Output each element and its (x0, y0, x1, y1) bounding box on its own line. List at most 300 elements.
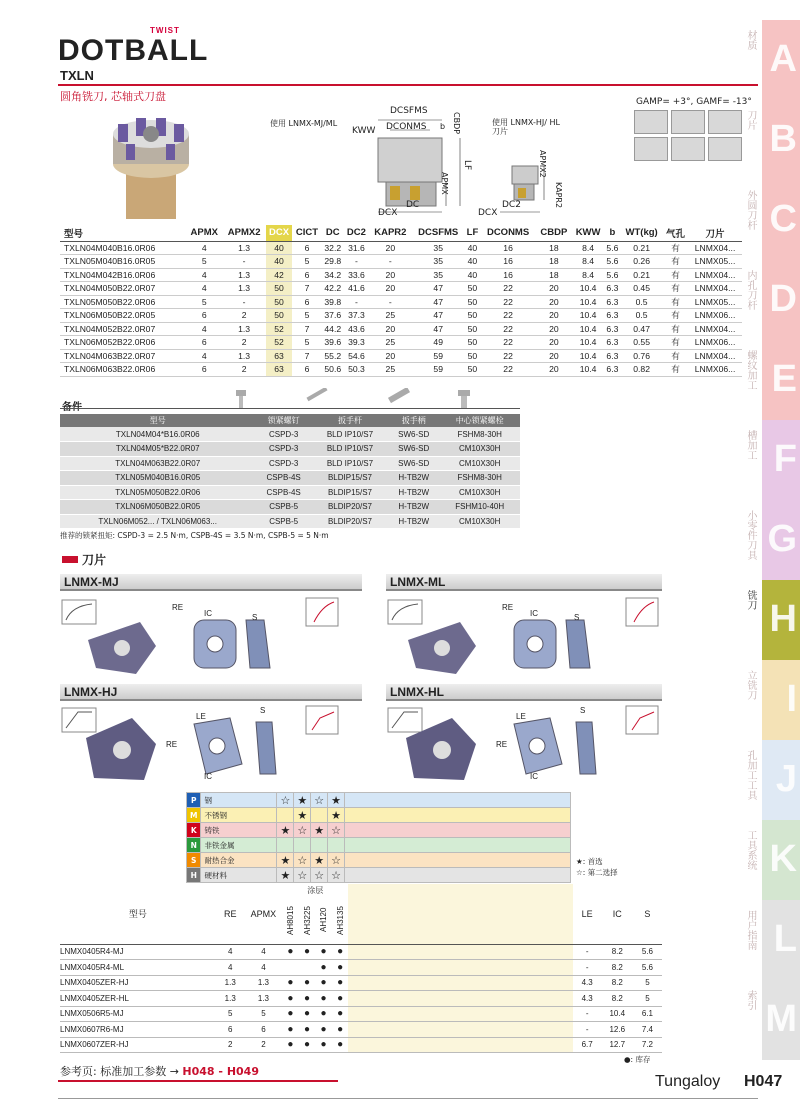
sidebar-tab-b[interactable] (745, 100, 800, 180)
grade-header: AH3225 (299, 896, 316, 944)
footer-brand: Tungaloy (655, 1073, 721, 1090)
table-cell: 12.7 (602, 1037, 633, 1053)
table-cell: 5.6 (606, 242, 619, 253)
table-cell: 5 (633, 991, 662, 1007)
col-header: CICT (292, 225, 321, 241)
table-cell: 50 (465, 363, 480, 377)
table-row (60, 514, 520, 529)
sidebar-tab-label: 铣刀 (745, 590, 756, 610)
col-header: b (605, 225, 621, 241)
insert-panel-hj (60, 684, 362, 701)
sidebar-tab-label: 螺纹加工 (745, 350, 756, 390)
table-cell: 6 (186, 309, 222, 323)
wrench-bit-icon (306, 388, 327, 401)
page-subtitle: 圆角铣刀, 芯轴式刀盘 (60, 90, 166, 103)
table-cell: 50 (266, 295, 293, 309)
table-cell: SW6-SD (388, 456, 439, 471)
stock-indicator: ● (315, 1006, 332, 1022)
sidebar-tab-h[interactable] (745, 580, 800, 660)
table-cell: CM10X30H (439, 514, 520, 529)
sidebar-tab-label: 内孔刀杆 (745, 270, 756, 310)
table-cell: 42.2 (322, 282, 344, 296)
table-cell: 2 (222, 363, 265, 377)
table-cell: 6.3 (606, 323, 619, 334)
table-cell: 35 (412, 255, 465, 269)
label-apmx2: APMX2 (538, 150, 547, 178)
table-cell: 4 (186, 322, 222, 336)
label-le: LE (196, 712, 206, 721)
grade-header: AH8015 (282, 896, 299, 944)
col-header: 气孔 (663, 225, 688, 241)
sidebar-tab-letter: E (771, 358, 797, 400)
spare-parts-title (62, 398, 82, 413)
table-cell: TXLN05M040B16.0R05 (60, 471, 255, 486)
sidebar-tab-e[interactable] (745, 340, 800, 420)
col-header: DCSFMS (412, 225, 465, 241)
grade-header: AH120 (315, 896, 332, 944)
material-row (187, 793, 571, 808)
stock-indicator: ● (282, 991, 299, 1007)
table-cell: 20 (536, 295, 572, 309)
col-header: APMX2 (222, 225, 265, 241)
table-cell: TXLN04M063B22.0R07 (60, 349, 186, 363)
table-cell: 20 (369, 322, 412, 336)
table-cell: 5.6 (606, 269, 619, 280)
table-cell: LNMX06... (688, 363, 742, 377)
material-row (187, 868, 571, 883)
table-cell: 10.4 (572, 363, 605, 377)
sidebar-tab-letter: L (773, 918, 797, 960)
sidebar-tab-letter: J (775, 758, 797, 800)
inserts-section-title: 刀片 (82, 553, 107, 567)
table-cell: 50 (465, 322, 480, 336)
col-header: IC (602, 884, 633, 944)
grade-rating: ☆ (328, 868, 345, 883)
table-cell: - (573, 1006, 602, 1022)
col-header: KAPR2 (369, 225, 412, 241)
material-row (187, 838, 571, 853)
table-cell: LNMX0506R5-MJ (60, 1006, 216, 1022)
table-cell: 5.6 (606, 256, 619, 267)
table-cell: 5.6 (633, 944, 662, 960)
table-cell: 22 (480, 282, 536, 296)
table-row (60, 363, 742, 377)
table-cell: 有 (663, 255, 688, 269)
table-cell: 39.8 (322, 295, 344, 309)
reference-pages-link[interactable]: H048 - H049 (182, 1065, 259, 1078)
col-header: 扳手柄 (388, 414, 439, 427)
table-cell: 0.55 (620, 336, 663, 350)
stock-indicator: ● (315, 975, 332, 991)
table-cell: CSPB-4S (255, 485, 311, 500)
col-header: S (633, 884, 662, 944)
shoulder-icon (671, 110, 705, 134)
insert-panel-title: LNMX-HL (386, 684, 662, 701)
table-cell: 44.2 (322, 322, 344, 336)
table-cell: 10.4 (602, 1006, 633, 1022)
table-cell: 22 (480, 295, 536, 309)
table-header-row (60, 225, 742, 241)
grade-rating (311, 808, 328, 823)
label-dcsfms: DCSFMS (390, 106, 428, 116)
material-code-badge: S (187, 853, 201, 868)
table-cell: 43.6 (344, 322, 369, 336)
stock-indicator: ● (282, 1022, 299, 1038)
table-cell: 0.21 (620, 268, 663, 282)
col-header: KWW (572, 225, 605, 241)
table-cell: FSHM8-30H (439, 427, 520, 442)
table-cell: CM10X30H (439, 485, 520, 500)
table-cell: H-TB2W (388, 485, 439, 500)
table-cell: 20 (536, 309, 572, 323)
table-cell: 40 (465, 241, 480, 255)
col-header: DC2 (344, 225, 369, 241)
section-marker (62, 556, 78, 563)
table-cell: 有 (663, 295, 688, 309)
col-header: LF (465, 225, 480, 241)
empty-grade-cell (348, 1022, 572, 1038)
table-cell: 50.3 (344, 363, 369, 377)
insert-panel-title: LNMX-MJ (60, 574, 362, 591)
table-cell: 4 (186, 268, 222, 282)
table-cell: 4 (245, 960, 282, 976)
table-cell: LNMX04... (688, 349, 742, 363)
label-kww: KWW (352, 126, 376, 136)
col-header-dcx: DCX (266, 225, 293, 241)
material-row (187, 808, 571, 823)
col-header: 型号 (60, 225, 186, 241)
spare-parts-table (60, 414, 520, 529)
table-cell: 18 (536, 255, 572, 269)
ramping-icon (634, 110, 668, 134)
legend-first-choice: ★: 首选 (576, 857, 603, 866)
label-s: S (260, 706, 266, 715)
table-cell: 有 (663, 336, 688, 350)
table-cell: 1.3 (222, 241, 265, 255)
label-apmx: APMX (440, 172, 449, 195)
table-cell: FSHM8-30H (439, 471, 520, 486)
series-title: TXLN (60, 68, 94, 83)
table-cell: CSPD-3 (255, 427, 311, 442)
table-row (60, 456, 520, 471)
table-cell: 有 (663, 282, 688, 296)
table-cell: - (573, 960, 602, 976)
table-cell: LNMX0607R6-MJ (60, 1022, 216, 1038)
grade-rating: ★ (311, 853, 328, 868)
table-cell: 1.3 (245, 991, 282, 1007)
table-cell: 8.2 (602, 975, 633, 991)
table-cell: 22 (480, 322, 536, 336)
table-cell: 8.4 (572, 255, 605, 269)
table-cell: 16 (480, 268, 536, 282)
table-cell: 20 (369, 282, 412, 296)
table-cell: 59 (412, 349, 465, 363)
table-cell: 4.3 (573, 975, 602, 991)
table-cell: 0.5 (620, 295, 663, 309)
col-header: 型号 (60, 884, 216, 944)
col-header: APMX (245, 884, 282, 944)
material-name: 耐热合金 (201, 853, 277, 868)
table-cell: 1.3 (216, 991, 245, 1007)
table-cell: 8.2 (602, 960, 633, 976)
insert-panel-mj (60, 574, 362, 591)
table-cell: 54.6 (344, 349, 369, 363)
table-cell: 1.3 (222, 268, 265, 282)
table-cell: 47 (412, 322, 465, 336)
table-cell: 2 (245, 1037, 282, 1053)
table-cell: TXLN06M050B22.0R05 (60, 309, 186, 323)
insert-ml-drawing (386, 596, 662, 678)
table-cell: 18 (536, 268, 572, 282)
table-cell: 2 (216, 1037, 245, 1053)
sidebar-tab-m[interactable] (745, 980, 800, 1060)
insert-panel-ml (386, 574, 662, 591)
insert-panel-title: LNMX-ML (386, 574, 662, 591)
col-header: 刀片 (688, 225, 742, 241)
table-cell: 10.4 (572, 322, 605, 336)
label-b: b (440, 122, 446, 131)
table-cell: - (222, 255, 265, 269)
label-re: RE (172, 603, 184, 612)
material-name: 钢 (201, 793, 277, 808)
table-row (60, 322, 742, 336)
table-row (60, 471, 520, 486)
brand-twist-text: TWIST (150, 26, 180, 35)
sidebar-tab-j[interactable] (745, 740, 800, 820)
label-ic: IC (204, 772, 212, 781)
stock-indicator: ● (332, 960, 349, 976)
table-cell: LNMX04... (688, 322, 742, 336)
stock-indicator: ● (299, 1006, 316, 1022)
table-cell: 6.3 (606, 350, 619, 361)
sidebar-tab-letter: F (773, 438, 797, 480)
grade-rating: ☆ (294, 853, 311, 868)
table-cell: 52 (266, 336, 293, 350)
grade-rating: ☆ (277, 793, 294, 808)
col-header: LE (573, 884, 602, 944)
table-cell: 25 (369, 336, 412, 350)
table-cell: 5.6 (633, 960, 662, 976)
table-cell: 10.4 (572, 349, 605, 363)
table-cell: 50 (465, 336, 480, 350)
material-code-badge: M (187, 808, 201, 823)
table-cell: LNMX0607ZER-HJ (60, 1037, 216, 1053)
table-row (60, 349, 742, 363)
grade-rating: ★ (311, 823, 328, 838)
table-cell: CSPB-4S (255, 471, 311, 486)
table-cell: 22 (480, 363, 536, 377)
sidebar-tab-label: 索引 (745, 990, 756, 1010)
grade-rating (328, 838, 345, 853)
label-re: RE (166, 740, 178, 749)
table-cell: LNMX0405R4-MJ (60, 944, 216, 960)
sidebar-tab-i[interactable] (745, 660, 800, 740)
table-cell: 0.45 (620, 282, 663, 296)
table-cell: 37.6 (322, 309, 344, 323)
table-cell: 4.3 (573, 991, 602, 1007)
table-cell: 16 (480, 255, 536, 269)
table-cell: 2 (222, 336, 265, 350)
table-cell: 有 (663, 322, 688, 336)
table-cell: 6 (292, 295, 321, 309)
table-row (60, 944, 662, 960)
table-cell: 0.47 (620, 322, 663, 336)
material-row-fill (344, 793, 570, 808)
label-ic: IC (204, 609, 212, 618)
col-header-coating: 涂层 (307, 885, 324, 895)
insert-panel-hl (386, 684, 662, 701)
table-cell: 6.3 (606, 310, 619, 321)
table-cell: 1.3 (222, 349, 265, 363)
sidebar-tab-f[interactable] (745, 420, 800, 500)
table-cell: 33.6 (344, 268, 369, 282)
table-cell: 39.6 (322, 336, 344, 350)
table-cell: 6 (186, 363, 222, 377)
brand-logo-text: DOTBALL (58, 34, 209, 67)
table-cell: 63 (266, 363, 293, 377)
table-row (60, 991, 662, 1007)
table-cell: 4 (186, 241, 222, 255)
table-cell: 6.1 (633, 1006, 662, 1022)
sidebar-tab-g[interactable] (745, 500, 800, 580)
table-cell: 7 (292, 322, 321, 336)
table-cell: 6 (292, 363, 321, 377)
grade-rating: ☆ (328, 823, 345, 838)
table-cell: TXLN04M050B22.0R07 (60, 282, 186, 296)
stock-indicator: ● (282, 1037, 299, 1053)
diagram-left-caption: 使用 LNMX-MJ/ML (270, 119, 338, 128)
material-row-fill (344, 853, 570, 868)
sidebar-tab-letter: M (765, 998, 797, 1040)
sidebar-tab-d[interactable] (745, 260, 800, 340)
label-dcx-left: DCX (378, 208, 398, 218)
table-row (60, 485, 520, 500)
grade-rating (311, 838, 328, 853)
col-header: 锁紧螺钉 (255, 414, 311, 427)
sidebar-tab-k[interactable] (745, 820, 800, 900)
material-grade-table (186, 792, 571, 883)
table-cell: 50 (266, 282, 293, 296)
table-cell: TXLN06M052B22.0R06 (60, 336, 186, 350)
table-row (60, 442, 520, 457)
cutter-photo (96, 104, 206, 222)
table-cell: - (369, 255, 412, 269)
table-cell: 5 (292, 336, 321, 350)
table-cell: 1.3 (216, 975, 245, 991)
table-cell: 6.7 (573, 1037, 602, 1053)
table-row (60, 427, 520, 442)
insert-spec-table (60, 884, 662, 1053)
table-cell: 12.6 (602, 1022, 633, 1038)
table-cell: TXLN06M052... / TXLN06M063... (60, 514, 255, 529)
table-cell: BLDIP15/S7 (312, 471, 388, 486)
table-cell: 50 (465, 282, 480, 296)
table-cell: 20 (369, 241, 412, 255)
page-number: H047 (744, 1073, 783, 1090)
grade-rating: ★ (328, 793, 345, 808)
table-cell: 25 (369, 363, 412, 377)
material-row-fill (344, 808, 570, 823)
table-cell: LNMX0405R4-ML (60, 960, 216, 976)
stock-indicator: ● (315, 1037, 332, 1053)
table-cell: 18 (536, 241, 572, 255)
stock-indicator: ● (315, 1022, 332, 1038)
table-cell: 5 (245, 1006, 282, 1022)
table-cell: TXLN05M040B16.0R05 (60, 255, 186, 269)
table-cell: TXLN04M040B16.0R06 (60, 241, 186, 255)
table-cell: 7.2 (633, 1037, 662, 1053)
table-cell: 6.3 (606, 296, 619, 307)
stock-indicator: ● (332, 991, 349, 1007)
material-code-badge: K (187, 823, 201, 838)
table-cell: 20 (536, 282, 572, 296)
sidebar-tab-letter: K (769, 838, 797, 880)
sidebar-tab-letter: B (769, 118, 797, 160)
table-cell: 20 (536, 349, 572, 363)
table-cell: 52 (266, 322, 293, 336)
table-cell: H-TB2W (388, 471, 439, 486)
label-dc2: DC2 (502, 200, 521, 210)
table-cell: 34.2 (322, 268, 344, 282)
col-header: 型号 (60, 414, 255, 427)
sidebar-tab-c[interactable] (745, 180, 800, 260)
table-cell: 29.8 (322, 255, 344, 269)
sidebar-tab-letter: C (769, 198, 797, 240)
table-cell: TXLN04M042B16.0R06 (60, 268, 186, 282)
table-cell: 0.82 (620, 363, 663, 377)
spare-parts-icons (232, 388, 492, 412)
table-cell: TXLN06M063B22.0R06 (60, 363, 186, 377)
slotting-icon (634, 137, 668, 161)
sidebar-tab-label: 外圆刀杆 (745, 190, 756, 230)
footer-divider (58, 1098, 758, 1099)
stock-indicator: ● (299, 944, 316, 960)
table-cell: - (573, 1022, 602, 1038)
empty-grade-cell (348, 1037, 572, 1053)
table-cell: 有 (663, 363, 688, 377)
table-cell: TXLN04M052B22.0R07 (60, 322, 186, 336)
sidebar-tab-a[interactable] (745, 20, 800, 100)
table-cell: 6 (186, 336, 222, 350)
table-row (60, 960, 662, 976)
torque-note: 推荐的锁紧扭矩: CSPD-3 = 2.5 N·m, CSPB-4S = 3.5 N·m, CSPB-5 = 5 N·m (60, 531, 329, 540)
table-cell: 10.4 (572, 336, 605, 350)
table-cell: 0.26 (620, 255, 663, 269)
empty-grade-cell (348, 1006, 572, 1022)
table-cell: 8.2 (602, 944, 633, 960)
table-cell: 5 (292, 309, 321, 323)
brand-logo (58, 26, 209, 68)
table-cell: 50 (465, 349, 480, 363)
table-cell: 4 (245, 944, 282, 960)
material-name: 非铁金属 (201, 838, 277, 853)
table-cell: 2 (222, 309, 265, 323)
label-s: S (252, 613, 258, 622)
sidebar-tab-l[interactable] (745, 900, 800, 980)
table-cell: H-TB2W (388, 514, 439, 529)
table-cell: 5 (216, 1006, 245, 1022)
table-cell: 8.2 (602, 991, 633, 1007)
table-cell: TXLN04M063B22.0R07 (60, 456, 255, 471)
stock-indicator: ● (299, 975, 316, 991)
stock-indicator: ● (332, 1037, 349, 1053)
table-cell: TXLN04M05*B22.0R07 (60, 442, 255, 457)
grade-rating: ★ (328, 808, 345, 823)
table-cell: CM10X30H (439, 442, 520, 457)
table-cell: 4 (216, 960, 245, 976)
gamp-note: GAMP= +3°, GAMF= -13° (636, 97, 752, 107)
table-header-row (60, 884, 662, 896)
